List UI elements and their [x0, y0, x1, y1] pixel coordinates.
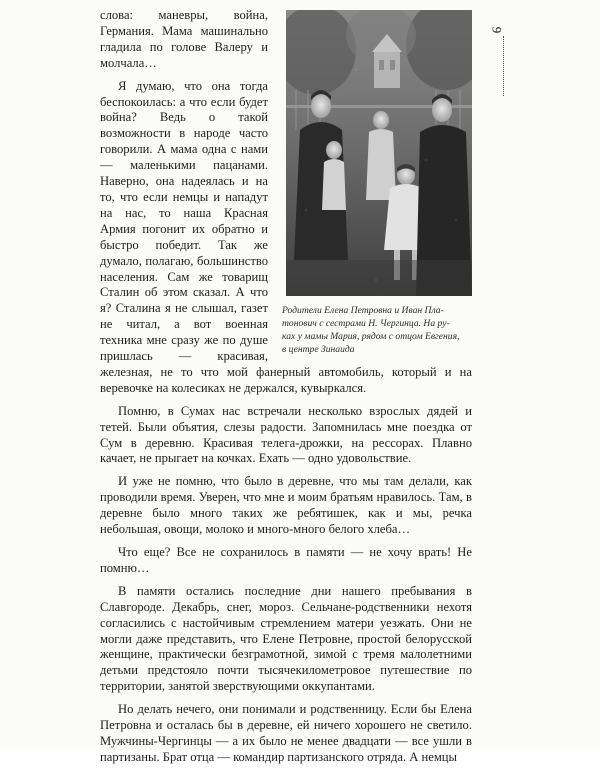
paragraph: В памяти остались последние дни нашего пребывания в Славгороде. Декабрь, снег, мороз. Сельчане-родственники нехотя согласились с настойчивым стремлением матери уезжать. Они не могли даже представить, что Елене Петровне, простой белорусской женщине, практически безграмотной, зимой с тремя малолетними детьми предстояло почти тысячекилометровое путешествие по территории, занятой зверствующими оккупантами.: [100, 583, 472, 694]
page-number-tab: [489, 2, 507, 62]
paragraph: слова: маневры, война, Германия. Мама машинально гладила по голове Валеру и молчала…: [100, 8, 268, 70]
caption-line: в центре Зинаида: [282, 344, 355, 355]
caption-line: ках у мамы Мария, рядом с отцом Евгения,: [282, 331, 460, 342]
family-photo: [286, 10, 472, 296]
caption-line: тонович с сестрами Н. Чергинца. На ру-: [282, 318, 450, 329]
photo-figure: [280, 10, 472, 356]
photo-caption: [282, 304, 472, 356]
paragraph: Помню, в Сумах нас встречали несколько взрослых дядей и тетей. Были объятия, слезы радости. Запомнилась мне поездка от Сум в деревню. Красивая телега-дрожки, на рессорах. Плавно качает, не прыгает на кочках. Ехать — одно удовольствие.: [100, 403, 472, 466]
caption-line: Родители Елена Петровна и Иван Пла-: [282, 305, 444, 316]
page-number-rule: [503, 36, 504, 96]
paragraph: И уже не помню, что было в деревне, что мы там делали, как проводили время. Уверен, что мне и моим братьям нравилось. Там, в деревне было много таких же ребятишек, как и мы, речка небольшая, овощи, молоко и много-много белого хлеба…: [100, 474, 472, 537]
paragraph: Что еще? Все не сохранилось в памяти — не хочу врать! Не помню…: [100, 545, 472, 575]
paragraph: Я думаю, что она тогда беспокоилась: а что если будет война? Ведь о такой возможности в народе часто говорили. А мама одна с нами — маленькими пацанами. Наверно, она надеялась и на то, что если немцы и нападут на нас, то наша Красная Армия погонит их обратно и быстро победит. Так же думало, полагаю, большинство населения. Сам же товарищ Сталин об этом сказал. А что я? Сталина я не слышал, газет не читал, а вот военная техника мне сразу же по душе пришлась — красивая, железная, не то что мой фанерный автомобиль, который и на веревочке на колесиках не держался, кувыркался.: [100, 78, 472, 395]
page-number: 9: [489, 26, 505, 34]
body-text: [100, 8, 472, 773]
paragraph: Но делать нечего, они понимали и родственницу. Если бы Елена Петровна и осталась бы в деревне, ей ничего хорошего не светило. Мужчины-Чергинцы — а их было не менее двадцати — все ушли в партизаны. Брат отца — командир партизанского отряда. А немцы: [100, 702, 472, 764]
